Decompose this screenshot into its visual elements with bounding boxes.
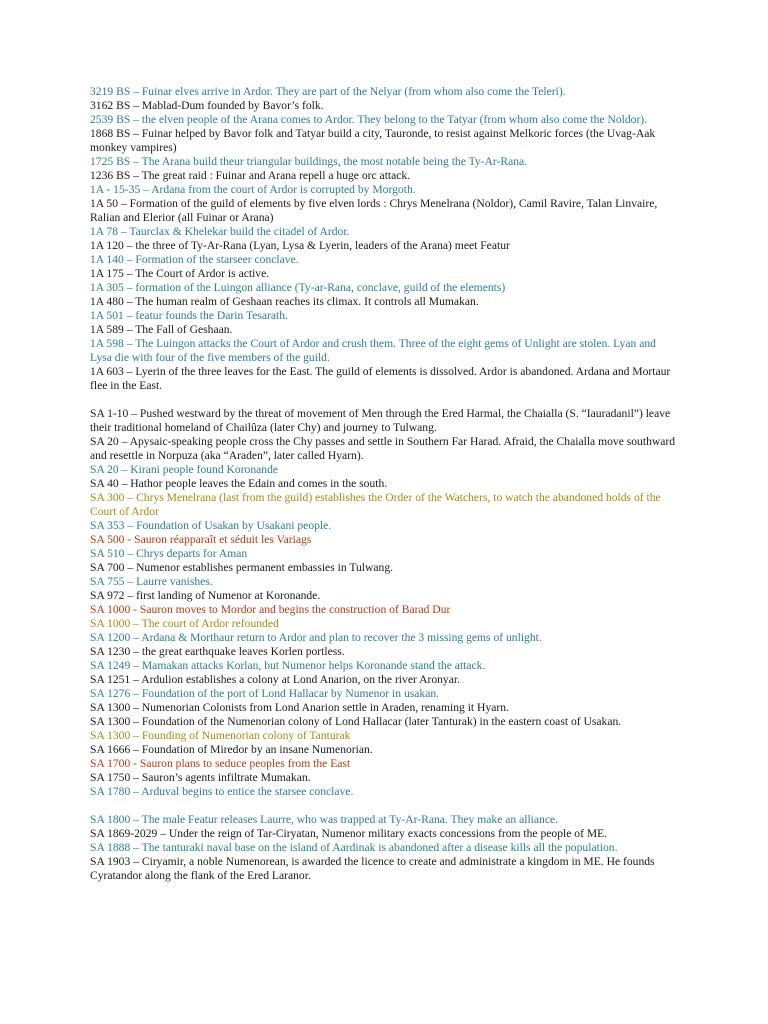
timeline-entry: 1A - 15-35 – Ardana from the court of Ardor is corrupted by Morgoth. [90,183,416,196]
timeline-entry: 1725 BS – The Arana build theur triangular buildings, the most notable being the Ty-Ar-Rana. [90,155,528,168]
timeline-entry: 1A 589 – The Fall of Geshaan. [90,323,233,336]
timeline-entry: 1868 BS – Fuinar helped by Bavor folk and Tatyar build a city, Tauronde, to resist against Melkoric forces (the Uvag-Aak monkey vampires) [90,127,656,154]
timeline-entry: SA 755 – Laurre vanishes. [90,575,213,588]
timeline-entry: SA 500 - Sauron réapparaît et séduit les Variags [90,533,312,546]
timeline-entry: SA 1230 – the great earthquake leaves Korlen portless. [90,645,345,658]
timeline-entry: SA 1780 – Arduval begins to entice the starsee conclave. [90,785,354,798]
timeline-entry: SA 1-10 – Pushed westward by the threat of movement of Men through the Ered Harmal, the Chaialla (S. “Iauradanil”) leave their traditional homeland of Chailûza (later Chy) and journey to Tulwang. [90,407,671,434]
timeline-entry: 1A 598 – The Luingon attacks the Court of Ardor and crush them. Three of the eight gems of Unlight are stolen. Lyan and Lysa die with four of the five members of the guild. [90,337,656,364]
timeline-section-second-age-later [90,813,680,883]
timeline-entry: SA 1000 - Sauron moves to Mordor and begins the construction of Barad Dur [90,603,451,616]
timeline-entry: SA 1300 – Numenorian Colonists from Lond Anarion settle in Araden, renaming it Hyarn. [90,701,509,714]
timeline-entry: SA 1000 – The court of Ardor refounded [90,617,279,630]
timeline-entry: SA 1251 – Ardulion establishes a colony at Lond Anarion, on the river Aronyar. [90,673,460,686]
timeline-entry: SA 1750 – Sauron’s agents infiltrate Mumakan. [90,771,311,784]
timeline-entry: 1A 78 – Taurclax & Khelekar build the citadel of Ardor. [90,225,350,238]
timeline-entry: SA 1888 – The tanturaki naval base on the island of Aardinak is abandoned after a disease kills all the population. [90,841,618,854]
timeline-entry: SA 20 – Kirani people found Koronande [90,463,279,476]
timeline-section-second-age [90,407,680,799]
timeline-entry: 1A 305 – formation of the Luingon alliance (Ty-ar-Rana, conclave, guild of the elements) [90,281,506,294]
timeline-entry: SA 353 – Foundation of Usakan by Usakani people. [90,519,332,532]
timeline-entry: SA 1200 – Ardana & Morthaur return to Ardor and plan to recover the 3 missing gems of unlight. [90,631,542,644]
timeline-entry: SA 1300 – Foundation of the Numenorian colony of Lond Hallacar (later Tanturak) in the eastern coast of Usakan. [90,715,622,728]
timeline-section-first-age [90,85,680,393]
timeline-entry: SA 1903 – Ciryamir, a noble Numenorean, is awarded the licence to create and administrate a kingdom in ME. He founds Cyratandor along the flank of the Ered Laranor. [90,855,655,882]
timeline-entry: 1A 480 – The human realm of Geshaan reaches its climax. It controls all Mumakan. [90,295,479,308]
timeline-entry: 1A 120 – the three of Ty-Ar-Rana (Lyan, Lysa & Lyerin, leaders of the Arana) meet Featur [90,239,510,252]
timeline-entry: 1A 140 – Formation of the starseer conclave. [90,253,299,266]
timeline-entry: SA 1666 – Foundation of Miredor by an insane Numenorian. [90,743,373,756]
timeline-entry: SA 300 – Chrys Menelrana (last from the guild) establishes the Order of the Watchers, to watch the abandoned holds of the Court of Ardor [90,491,661,518]
timeline-entry: 1A 603 – Lyerin of the three leaves for the East. The guild of elements is dissolved. Ardor is abandoned. Ardana and Mortaur flee in the East. [90,365,671,392]
timeline-entry: 3219 BS – Fuinar elves arrive in Ardor. They are part of the Nelyar (from whom also come the Teleri). [90,85,566,98]
timeline-entry: SA 1700 - Sauron plans to seduce peoples from the East [90,757,351,770]
timeline-entry: SA 972 – first landing of Numenor at Koronande. [90,589,321,602]
timeline-entry: SA 700 – Numenor establishes permanent embassies in Tulwang. [90,561,394,574]
timeline-entry: 1A 175 – The Court of Ardor is active. [90,267,270,280]
document-page [90,85,680,883]
section-gap [90,799,680,813]
timeline-entry: 1236 BS – The great raid : Fuinar and Arana repell a huge orc attack. [90,169,411,182]
timeline-entry: 2539 BS – the elven people of the Arana comes to Ardor. They belong to the Tatyar (from whom also come the Noldor). [90,113,648,126]
timeline-entry: SA 510 – Chrys departs for Aman [90,547,248,560]
timeline-entry: 1A 50 – Formation of the guild of elements by five elven lords : Chrys Menelrana (Noldor), Camil Ravire, Talan Linvaire, Ralian and Elerior (all Fuinar or Arana) [90,197,658,224]
timeline-entry: SA 1276 – Foundation of the port of Lond Hallacar by Numenor in usakan. [90,687,440,700]
section-gap [90,393,680,407]
timeline-entry: SA 1249 – Mamakan attacks Korlan, but Numenor helps Koronande stand the attack. [90,659,486,672]
timeline-entry: SA 1869-2029 – Under the reign of Tar-Ciryatan, Numenor military exacts concessions from the people of ME. [90,827,608,840]
timeline-entry: SA 1300 – Founding of Numenorian colony of Tanturak [90,729,351,742]
timeline-entry: SA 20 – Apysaic-speaking people cross the Chy passes and settle in Southern Far Harad. Afraid, the Chaialla move southward and resettle in Norpuza (aka “Araden”, later called Hyarn). [90,435,676,462]
timeline-entry: 3162 BS – Mablad-Dum founded by Bavor’s folk. [90,99,324,112]
timeline-entry: 1A 501 – featur founds the Darin Tesarath. [90,309,288,322]
timeline-entry: SA 1800 – The male Featur releases Laurre, who was trapped at Ty-Ar-Rana. They make an alliance. [90,813,559,826]
timeline-entry: SA 40 – Hathor people leaves the Edain and comes in the south. [90,477,388,490]
